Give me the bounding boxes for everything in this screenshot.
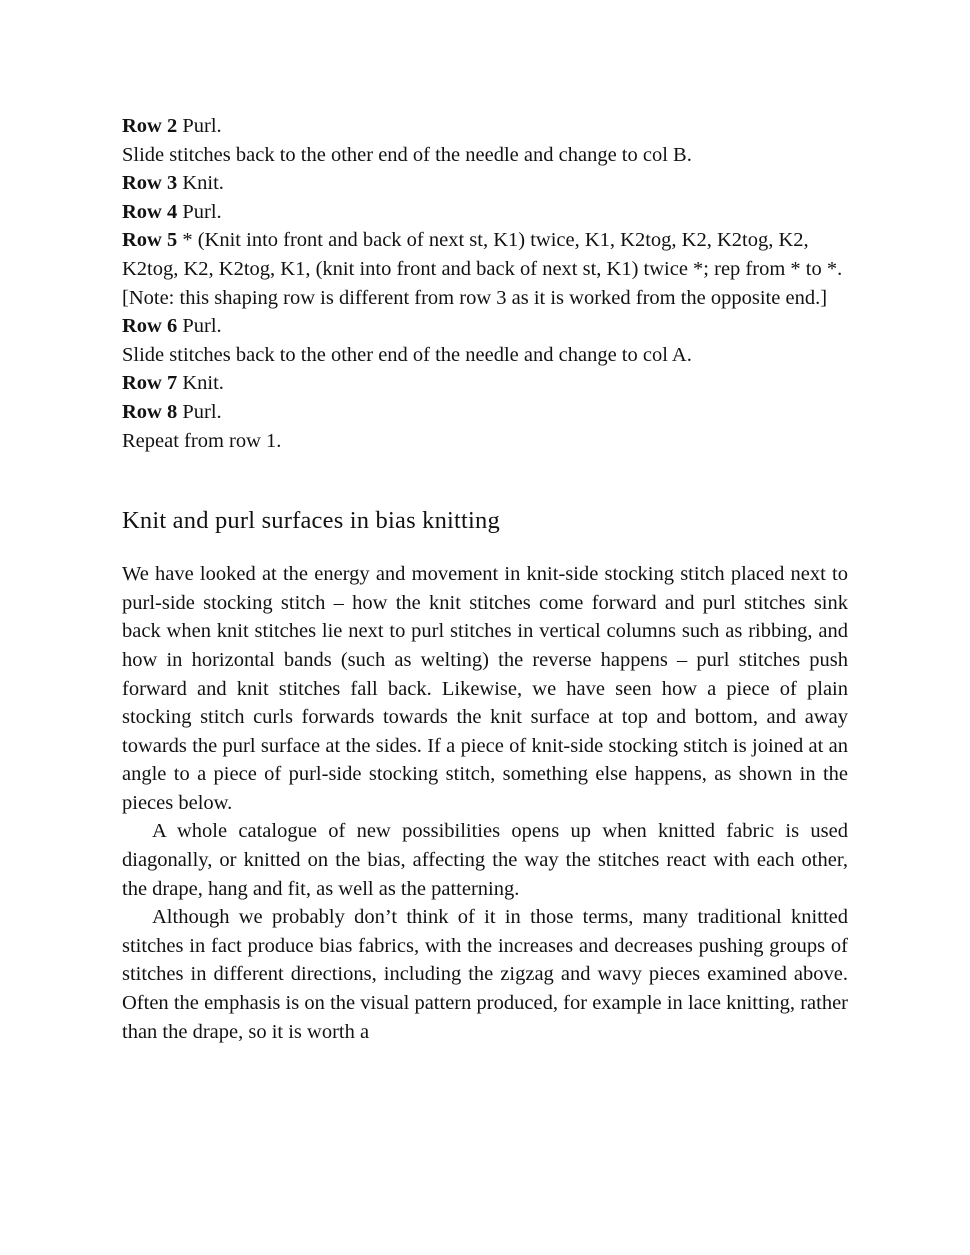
pattern-row-line: Row 3 Knit. (122, 172, 224, 195)
body-paragraph: Although we probably don’t think of it in those terms, many traditional knitted stitches in fact produce bias fabrics, with the increases and decreases pushing groups of stitches in different directions, including the zigzag and wavy pieces examined above. Often the emphasis is on the visual pattern produced, for example in lace knitting, rather than the drape, so it is worth a (122, 906, 848, 1043)
pattern-note-line: Slide stitches back to the other end of the needle and change to col A. (122, 343, 692, 366)
pattern-note-line: Repeat from row 1. (122, 429, 282, 452)
pattern-row-line: Row 6 Purl. (122, 315, 222, 338)
pattern-row-line: Row 7 Knit. (122, 372, 224, 395)
row-label: Row 3 (122, 172, 178, 195)
pattern-row-line: Row 5 * (Knit into front and back of next st, K1) twice, K1, K2tog, K2, K2tog, K2, K2tog, K2, K2tog, K1, (knit into front and back of next st, K1) twice *; rep from * to *. (122, 229, 843, 280)
pattern-note-line: [Note: this shaping row is different from row 3 as it is worked from the opposite end.] (122, 286, 828, 309)
row-label: Row 6 (122, 315, 178, 338)
body-paragraph: We have looked at the energy and movement in knit-side stocking stitch placed next to purl-side stocking stitch – how the knit stitches come forward and purl stitches sink back when knit stitches lie next to purl stitches in vertical columns such as ribbing, and how in horizontal bands (such as welting) the reverse happens – purl stitches push forward and knit stitches fall back. Likewise, we have seen how a piece of plain stocking stitch curls forwards towards the knit surface at top and bottom, and away towards the purl surface at the sides. If a piece of knit-side stocking stitch is joined at an angle to a piece of purl-side stocking stitch, something else happens, as shown in the pieces below. (122, 563, 848, 814)
knitting-pattern-instructions (122, 112, 848, 455)
row-label: Row 8 (122, 400, 178, 423)
section-body (122, 560, 848, 1046)
body-paragraph: A whole catalogue of new possibilities opens up when knitted fabric is used diagonally, or knitted on the bias, affecting the way the stitches react with each other, the drape, hang and fit, as well as the patterning. (122, 820, 848, 900)
pattern-row-line: Row 2 Purl. (122, 115, 222, 137)
row-label: Row 5 (122, 229, 178, 252)
row-label: Row 4 (122, 200, 178, 223)
row-label: Row 7 (122, 372, 178, 395)
row-label: Row 2 (122, 115, 178, 137)
pattern-row-line: Row 8 Purl. (122, 400, 222, 423)
section-heading: Knit and purl surfaces in bias knitting (122, 507, 500, 535)
pattern-row-line: Row 4 Purl. (122, 200, 222, 223)
pattern-note-line: Slide stitches back to the other end of the needle and change to col B. (122, 143, 692, 166)
